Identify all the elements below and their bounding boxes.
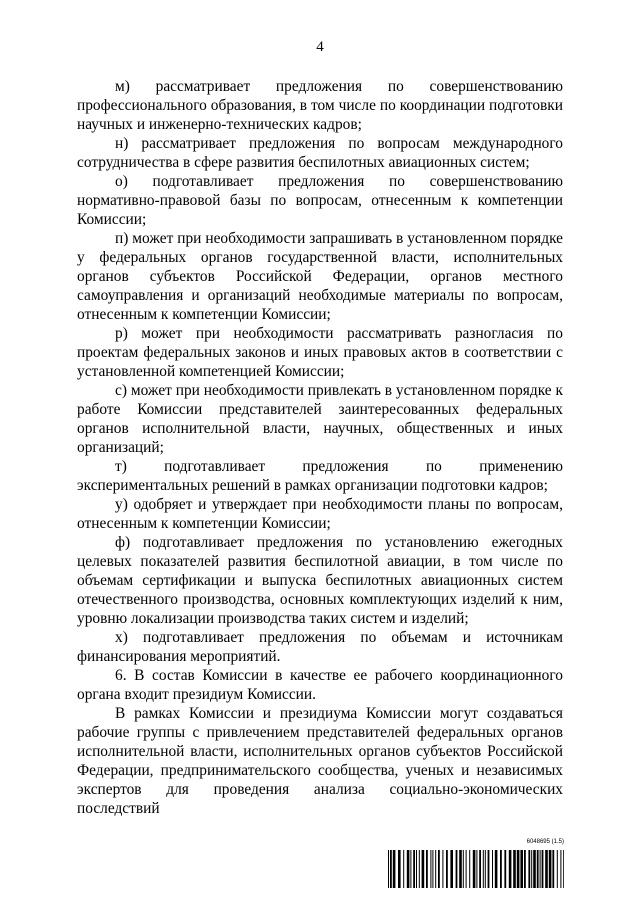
paragraph-item-p: п) может при необходимости запрашивать в установленном порядке у федеральных органов государственной власти, исполнительных органов субъектов Российской Федерации, органов местного самоуправления и организаций необходимые материалы по вопросам, отнесенным к компетенции Комиссии; bbox=[77, 230, 563, 323]
paragraph-item-f: ф) подготавливает предложения по установлению ежегодных целевых показателей развития беспилотной авиации, в том числе по объемам сертификации и выпуска беспилотных авиационных систем отечественного производства, основных комплектующих изделий к ним, уровню локализации производства таких систем и изделий; bbox=[77, 534, 563, 627]
paragraph-section-6: 6. В состав Комиссии в качестве ее рабочего координационного органа входит президиум Комиссии. bbox=[77, 667, 563, 703]
document-body bbox=[77, 77, 563, 818]
page-number: 4 bbox=[316, 39, 324, 55]
paragraph-item-n: н) рассматривает предложения по вопросам международного сотрудничества в сфере развития беспилотных авиационных систем; bbox=[77, 135, 563, 171]
paragraph-item-r: р) может при необходимости рассматривать разногласия по проектам федеральных законов и иных правовых актов в соответствии с установленной компетенцией Комиссии; bbox=[77, 325, 563, 380]
barcode-block bbox=[388, 838, 564, 888]
paragraph-item-u: у) одобряет и утверждает при необходимости планы по вопросам, отнесенным к компетенции Комиссии; bbox=[77, 496, 563, 532]
paragraph-item-m: м) рассматривает предложения по совершенствованию профессионального образования, в том числе по координации подготовки научных и инженерно-технических кадров; bbox=[77, 78, 563, 133]
paragraph-item-kh: х) подготавливает предложения по объемам и источникам финансирования мероприятий. bbox=[77, 629, 563, 665]
paragraph-item-s: с) может при необходимости привлекать в установленном порядке к работе Комиссии представителей заинтересованных федеральных органов исполнительной власти, научных, общественных и иных организаций; bbox=[77, 382, 563, 456]
paragraph-item-o: о) подготавливает предложения по совершенствованию нормативно-правовой базы по вопросам, отнесенным к компетенции Комиссии; bbox=[77, 173, 563, 228]
paragraph-item-t: т) подготавливает предложения по применению экспериментальных решений в рамках организации подготовки кадров; bbox=[77, 458, 563, 494]
paragraph-working-groups: В рамках Комиссии и президиума Комиссии могут создаваться рабочие группы с привлечением представителей федеральных органов исполнительной власти, исполнительных органов субъектов Российской Федерации, предпринимательского сообщества, ученых и независимых экспертов для проведения анализа социально-экономических последствий bbox=[77, 705, 563, 817]
barcode-caption: 6048695 (1.5) bbox=[526, 839, 564, 845]
barcode-image bbox=[388, 850, 564, 888]
